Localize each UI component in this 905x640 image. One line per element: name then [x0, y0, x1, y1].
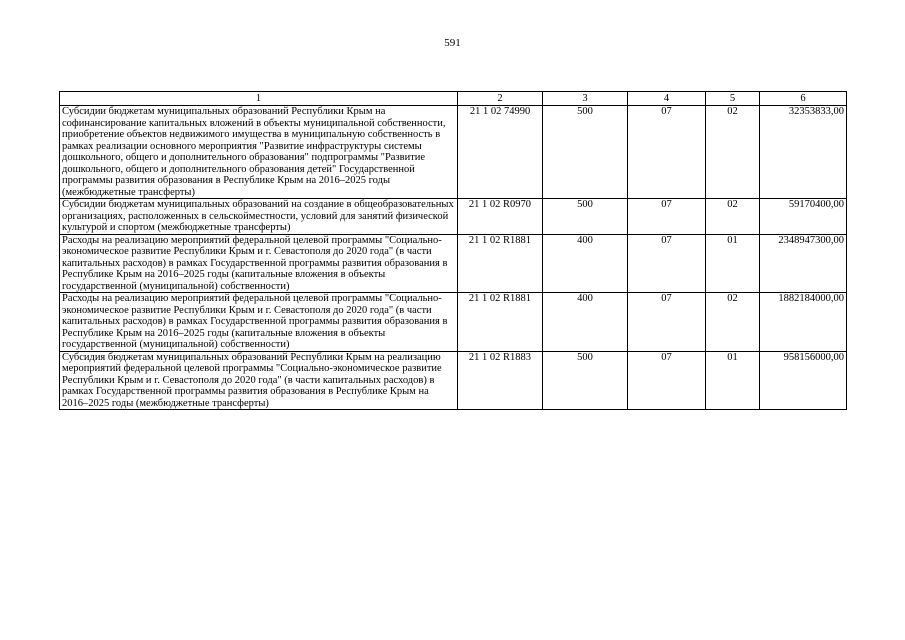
column-header-3: 3 — [543, 92, 628, 106]
column-header-4: 4 — [628, 92, 706, 106]
row-expense-type: 500 — [543, 106, 628, 199]
row-amount: 32353833,00 — [760, 106, 847, 199]
row-expense-type: 400 — [543, 293, 628, 352]
row-subsection: 01 — [706, 351, 760, 410]
column-header-5: 5 — [706, 92, 760, 106]
column-header-2: 2 — [458, 92, 543, 106]
row-section: 07 — [628, 293, 706, 352]
row-expense-type: 500 — [543, 351, 628, 410]
table-header-row — [60, 92, 847, 106]
table-row — [60, 234, 847, 293]
budget-table — [59, 91, 847, 410]
row-amount: 1882184000,00 — [760, 293, 847, 352]
row-code: 21 1 02 R0970 — [458, 199, 543, 235]
row-section: 07 — [628, 234, 706, 293]
row-name: Расходы на реализацию мероприятий федеральной целевой программы "Социально-экономическое развитие Республики Крым и г. Севастополя до 2020 года" (в части капитальных расходов) в рамках Государственной программы развития образования в Республике Крым на 2016–2025 годы (капитальные вложения в объекты государственной (муниципальной) собственности) — [60, 234, 458, 293]
page-number: 591 — [444, 37, 461, 49]
row-section: 07 — [628, 106, 706, 199]
table-row — [60, 199, 847, 235]
row-expense-type: 400 — [543, 234, 628, 293]
row-amount: 59170400,00 — [760, 199, 847, 235]
row-subsection: 01 — [706, 234, 760, 293]
row-code: 21 1 02 R1881 — [458, 234, 543, 293]
row-expense-type: 500 — [543, 199, 628, 235]
row-code: 21 1 02 R1881 — [458, 293, 543, 352]
row-name: Субсидии бюджетам муниципальных образований на создание в общеобразовательных организациях, расположенных в сельскойместности, условий для занятий физической культурой и спортом (межбюджетные трансферты) — [60, 199, 458, 235]
row-name: Субсидия бюджетам муниципальных образований Республики Крым на реализацию мероприятий федеральной целевой программы "Социально-экономическое развитие Республики Крым и г. Севастополя до 2020 года" (в части капитальных расходов) в рамках Государственной программы развития образования в Республике Крым на 2016–2025 годы (межбюджетные трансферты) — [60, 351, 458, 410]
row-subsection: 02 — [706, 106, 760, 199]
table-row — [60, 351, 847, 410]
table-row — [60, 106, 847, 199]
row-section: 07 — [628, 199, 706, 235]
row-amount: 958156000,00 — [760, 351, 847, 410]
row-subsection: 02 — [706, 293, 760, 352]
row-section: 07 — [628, 351, 706, 410]
row-amount: 2348947300,00 — [760, 234, 847, 293]
row-code: 21 1 02 74990 — [458, 106, 543, 199]
table-row — [60, 293, 847, 352]
column-header-6: 6 — [760, 92, 847, 106]
column-header-1: 1 — [60, 92, 458, 106]
row-subsection: 02 — [706, 199, 760, 235]
row-name: Расходы на реализацию мероприятий федеральной целевой программы "Социально-экономическое развитие Республики Крым и г. Севастополя до 2020 года" (в части капитальных расходов) в рамках Государственной программы развития образования в Республике Крым на 2016–2025 годы (капитальные вложения в объекты государственной (муниципальной) собственности) — [60, 293, 458, 352]
row-code: 21 1 02 R1883 — [458, 351, 543, 410]
row-name: Субсидии бюджетам муниципальных образований Республики Крым на софинансирование капитальных вложений в объекты муниципальной собственности, приобретение объектов недвижимого имущества в муниципальную собственность в рамках реализации основного мероприятия "Развитие инфраструктуры системы дошкольного, общего и дополнительного образования" подпрограммы "Развитие дошкольного, общего и дополнительного образования детей" Государственной программы развития образования в Республике Крым на 2016–2025 годы (межбюджетные трансферты) — [60, 106, 458, 199]
